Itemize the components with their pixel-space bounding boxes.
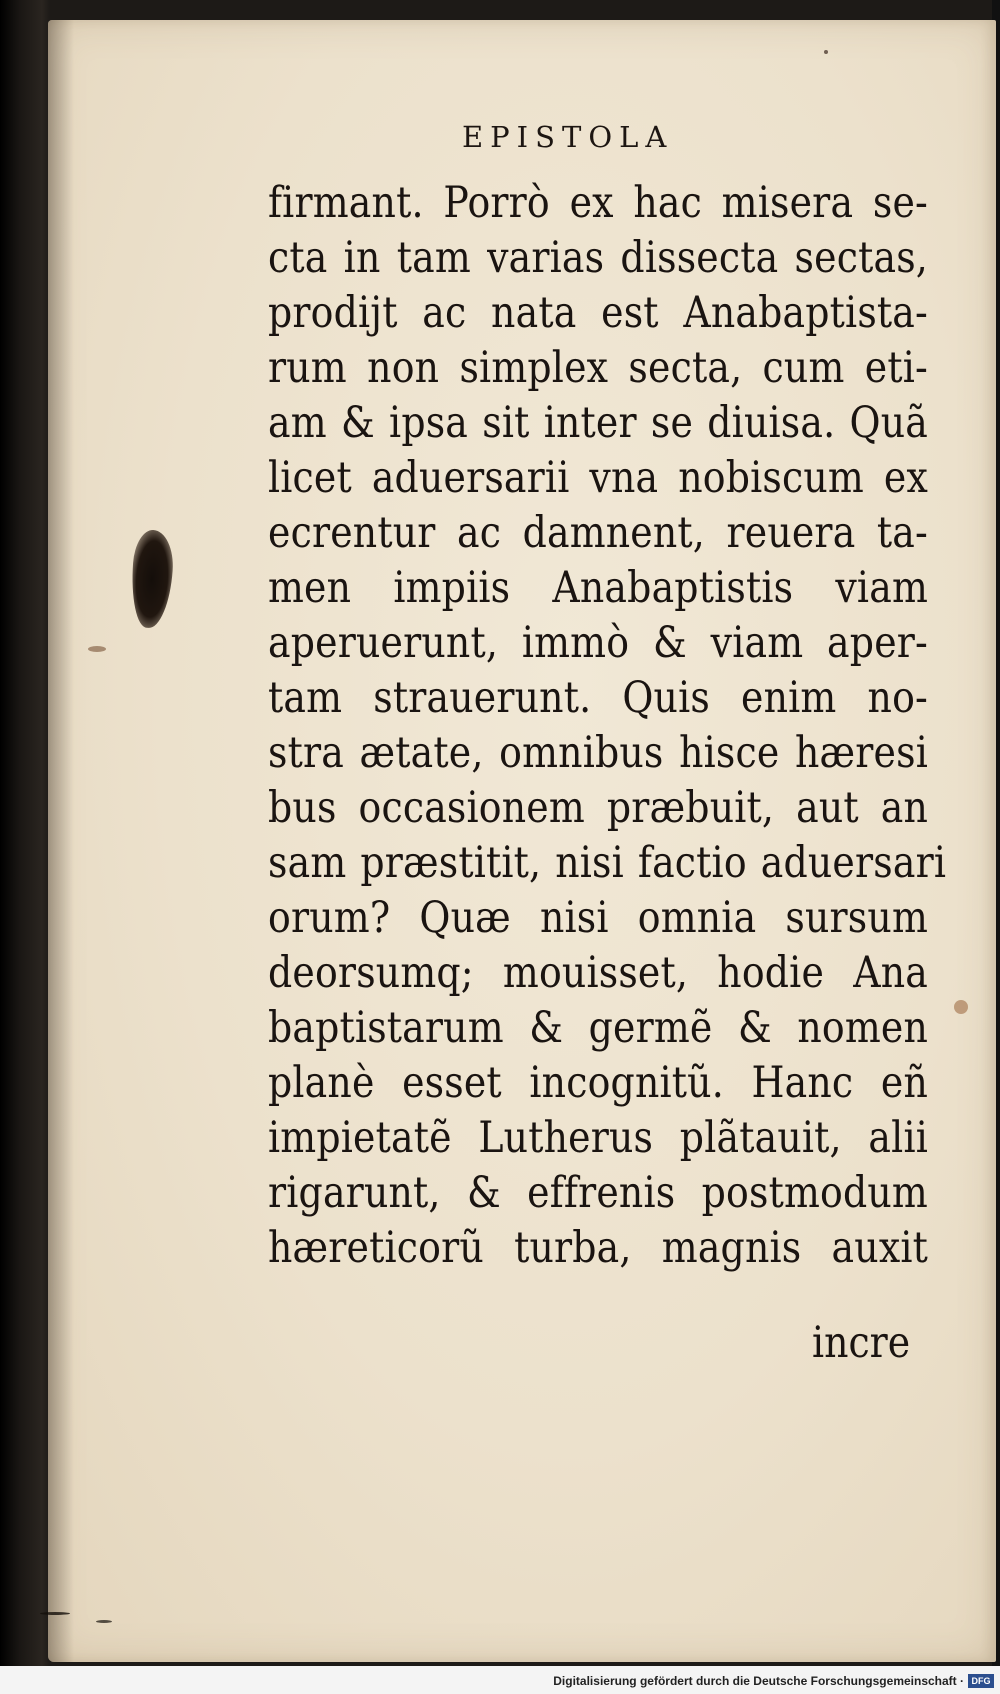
text-line: stra ætate, omnibus hisce hæresi xyxy=(268,728,928,778)
paper-speck xyxy=(96,1620,112,1623)
gutter-shadow xyxy=(48,20,74,1662)
text-line: bus occasionem præbuit, aut an xyxy=(268,783,928,833)
paper-speck xyxy=(40,1612,70,1615)
text-line: rigarunt, & effrenis postmodum xyxy=(268,1168,928,1218)
funding-credit: Digitalisierung gefördert durch die Deutsche Forschungsgemeinschaft · xyxy=(553,1674,964,1688)
text-line: tam strauerunt. Quis enim no- xyxy=(268,673,928,723)
text-line: men impiis Anabaptistis viam xyxy=(268,563,928,613)
text-line: firmant. Porrò ex hac misera se- xyxy=(268,178,928,228)
text-line: aperuerunt, immò & viam aper- xyxy=(268,618,928,668)
dfg-logo-icon: DFG xyxy=(968,1674,994,1688)
text-block xyxy=(268,176,947,1276)
text-line: licet aduersarii vna nobiscum ex xyxy=(268,453,928,503)
text-line: sam præstitit, nisi factio aduersari xyxy=(268,838,947,888)
footer-bar xyxy=(0,1666,1000,1694)
text-line: ecrentur ac damnent, reuera ta- xyxy=(268,508,928,558)
paper-speck xyxy=(88,646,106,652)
text-line: hæreticorũ turba, magnis auxit xyxy=(268,1223,928,1273)
text-line: planè esset incognitũ. Hanc eñ xyxy=(268,1058,928,1108)
text-line: deorsumq; mouisset, hodie Ana xyxy=(268,948,928,998)
paper-speck xyxy=(954,1000,968,1014)
text-line: baptistarum & germẽ & nomen xyxy=(268,1003,928,1053)
text-line: prodijt ac nata est Anabaptista- xyxy=(268,288,928,338)
text-line: rum non simplex secta, cum eti- xyxy=(268,343,928,393)
text-line: cta in tam varias dissecta sectas, xyxy=(268,233,928,283)
text-line: am & ipsa sit inter se diuisa. Quã xyxy=(268,398,928,448)
catchword: incre xyxy=(812,1318,911,1368)
paper-speck xyxy=(824,50,828,54)
text-line: orum? Quæ nisi omnia sursum xyxy=(268,893,928,943)
text-line: impietatẽ Lutherus plãtauit, alii xyxy=(268,1113,928,1163)
running-head: EPISTOLA xyxy=(462,120,674,154)
